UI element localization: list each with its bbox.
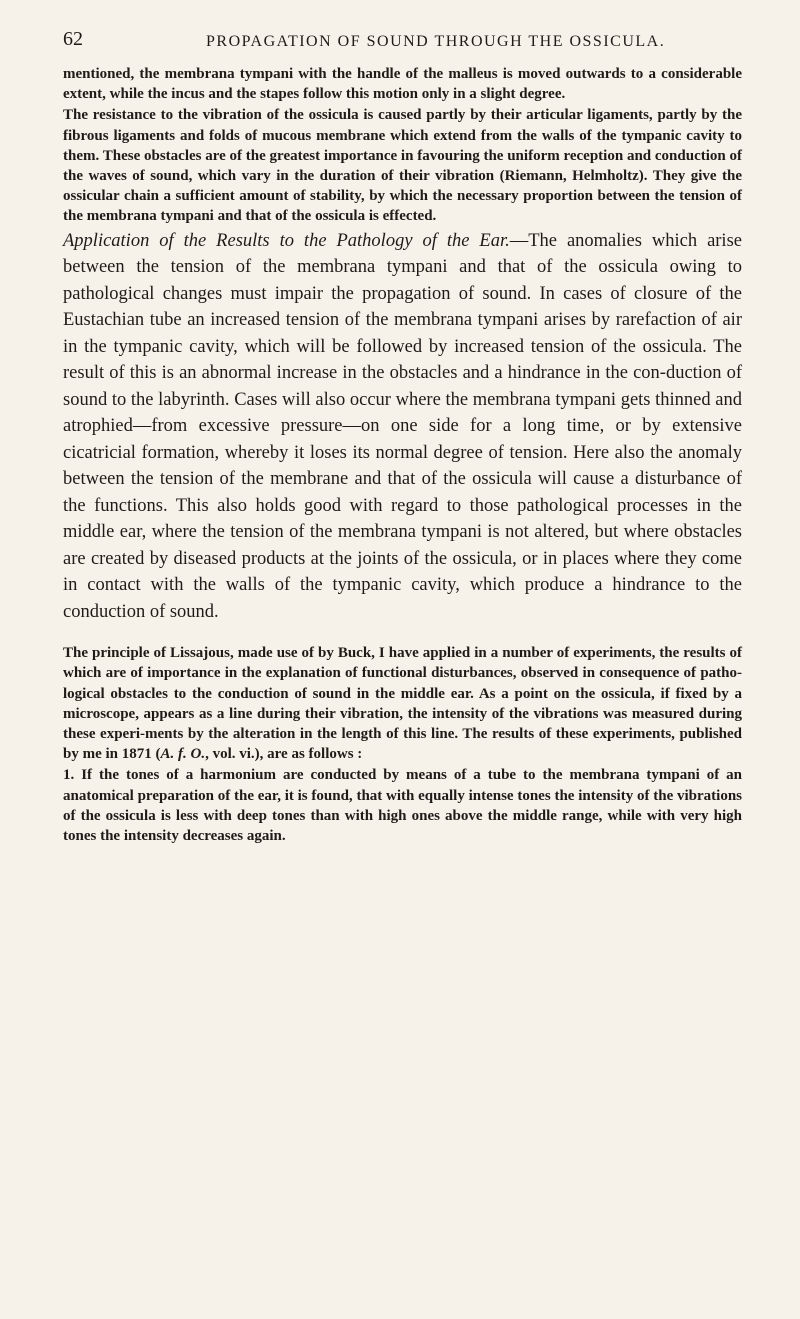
paragraph-4-pre: The principle of Lissajous, made use of by Buck, I have applied in a number of experiments, the results of which are of importance in the explanation of functional disturbances, observed in consequence of patho-logical obstacles to the conduction of sound in the middle ear. As a point on the ossicula, if fixed by a microscope, appears as a line during their vibration, the intensity of the vibrations was measured during these experi-ments by the alteration in the length of this line. The results of these experiments, published by me in 1871 ( [63, 645, 742, 763]
journal-abbreviation: A. f. O. [160, 746, 206, 763]
page-number: 62 [63, 28, 83, 50]
running-head [63, 24, 742, 64]
running-title: PROPAGATION OF SOUND THROUGH THE OSSICULA. [206, 33, 666, 50]
paragraph-4-post: , vol. vi.), are as follows : [205, 746, 363, 763]
numbered-item-1: 1. If the tones of a harmonium are conducted by means of a tube to the membrana tympani of an anatomical preparation of the ear, it is found, that with equally intense tones the intensity of the vibrations of the ossicula is less with deep tones than with high ones above the middle range, while with very high tones the intensity decreases again. [63, 767, 742, 844]
application-heading: Application of the Results to the Pathology of the Ear. [63, 230, 510, 251]
application-paragraph [63, 228, 742, 626]
paragraph-2: The resistance to the vibration of the ossicula is caused partly by their articular ligaments, partly by the fibrous ligaments and folds of mucous membrane which extend from the walls of the tympanic cavity to them. These obstacles are of the greatest importance in favouring the uniform reception and conduction of the waves of sound, which vary in the duration of their vibration (Riemann, Helmholtz). They give the ossicular chain a sufficient amount of stability, by which the necessary proportion between the tension of the membrana tympani and that of the ossicula is effected. [63, 107, 742, 225]
application-text: —The anomalies which arise between the tension of the membrana tympani and that of the ossicula owing to pathological changes must impair the propagation of sound. In cases of closure of the Eustachian tube an increased tension of the membrana tympani arises by rarefaction of air in the tympanic cavity, which will be followed by increased tension of the ossicula. The result of this is an abnormal increase in the obstacles and a hindrance in the con-duction of sound to the labyrinth. Cases will also occur where the membrana tympani gets thinned and atrophied—from excessive pressure—on one side for a long time, or by extensive cicatricial formation, whereby it loses its normal degree of tension. Here also the anomaly between the tension of the membrane and that of the ossicula will cause a disturbance of the functions. This also holds good with regard to those pathological processes in the middle ear, where the tension of the membrana tympani is not altered, but where obstacles are created by diseased products at the joints of the ossicula, or in places where they come in contact with the walls of the tympanic cavity, which produce a hindrance to the conduction of sound. [63, 230, 742, 622]
paragraph-1: mentioned, the membrana tympani with the handle of the malleus is moved outwards to a considerable extent, while the incus and the stapes follow this motion only in a slight degree. [63, 66, 742, 103]
paragraph-4 [63, 643, 742, 764]
